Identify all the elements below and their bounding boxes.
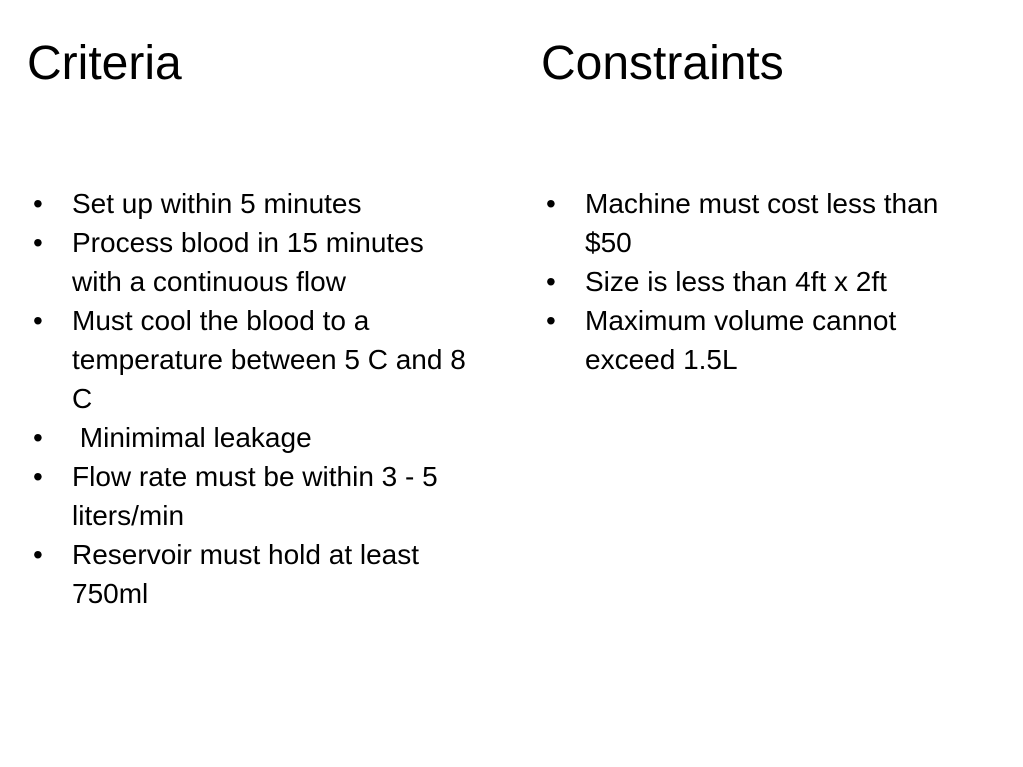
constraints-item xyxy=(546,301,991,379)
bullet-icon: • xyxy=(33,227,43,258)
criteria-item xyxy=(33,457,478,535)
bullet-icon: • xyxy=(33,305,43,336)
criteria-item-text: Set up within 5 minutes xyxy=(72,188,362,219)
constraints-item xyxy=(546,184,991,262)
criteria-list xyxy=(33,184,478,613)
criteria-item xyxy=(33,223,478,301)
constraints-item-text: Size is less than 4ft x 2ft xyxy=(585,266,887,297)
criteria-item-text: Flow rate must be within 3 - 5 liters/min xyxy=(72,461,446,531)
criteria-item xyxy=(33,418,478,457)
constraints-item xyxy=(546,262,991,301)
bullet-icon: • xyxy=(546,266,556,297)
bullet-icon: • xyxy=(33,188,43,219)
criteria-item xyxy=(33,535,478,613)
bullet-icon: • xyxy=(546,188,556,219)
criteria-item-text: Minimimal leakage xyxy=(72,422,312,453)
constraints-heading: Constraints xyxy=(541,37,784,90)
criteria-item-text: Must cool the blood to a temperature between 5 C and 8 C xyxy=(72,305,474,414)
bullet-icon: • xyxy=(546,305,556,336)
criteria-item xyxy=(33,301,478,418)
constraints-item-text: Maximum volume cannot exceed 1.5L xyxy=(585,305,905,375)
constraints-item-text: Machine must cost less than $50 xyxy=(585,188,947,258)
criteria-item-text: Process blood in 15 minutes with a continuous flow xyxy=(72,227,432,297)
criteria-item-text: Reservoir must hold at least 750ml xyxy=(72,539,427,609)
constraints-list xyxy=(546,184,991,379)
bullet-icon: • xyxy=(33,422,43,453)
criteria-item xyxy=(33,184,478,223)
bullet-icon: • xyxy=(33,539,43,570)
criteria-heading: Criteria xyxy=(27,37,182,90)
bullet-icon: • xyxy=(33,461,43,492)
